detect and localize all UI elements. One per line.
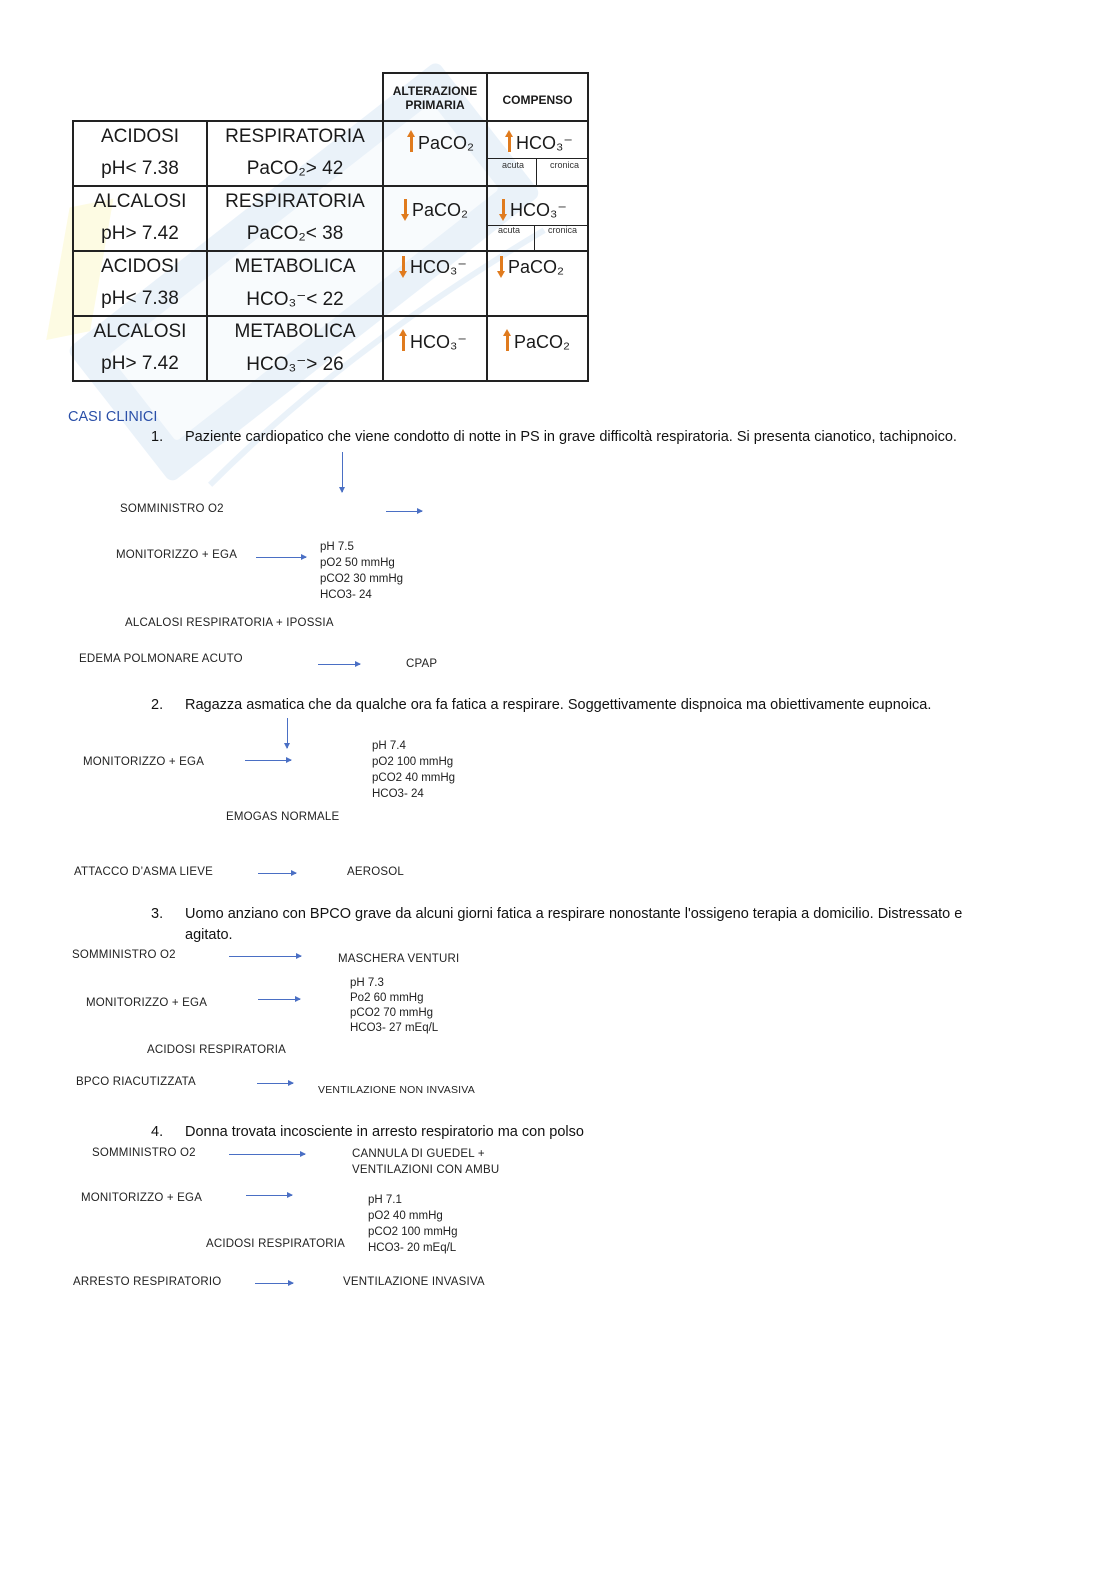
- case4-cause: ARRESTO RESPIRATORIO: [73, 1276, 222, 1288]
- case1-ega-values: pH 7.5 pO2 50 mmHg pCO2 30 mmHg HCO3- 24: [320, 541, 404, 601]
- case2-therapy: AEROSOL: [347, 866, 405, 878]
- row4-compenso: PaCO₂: [486, 315, 589, 382]
- down-arrow-icon: [402, 256, 406, 276]
- case4-step-oxygen-result: CANNULA DI GUEDEL + VENTILAZIONI CON AMBU: [352, 1148, 500, 1176]
- right-arrow-icon: [246, 1195, 292, 1196]
- row3-condition: ACIDOSI pH< 7.38: [72, 250, 208, 317]
- up-arrow-icon: [410, 132, 414, 152]
- case3-description-line1: Uomo anziano con BPCO grave da alcuni giorni fatica a respirare nonostante l'ossigeno terapia a domicilio. Distressato e: [185, 906, 963, 922]
- case1-therapy: CPAP: [406, 658, 438, 670]
- right-arrow-icon: [245, 760, 291, 761]
- case4-step-monitor: MONITORIZZO + EGA: [81, 1192, 203, 1204]
- case2-step-monitor: MONITORIZZO + EGA: [83, 756, 205, 768]
- case3-step-oxygen-result: MASCHERA VENTURI: [338, 953, 460, 965]
- case3-cause: BPCO RIACUTIZZATA: [76, 1076, 196, 1088]
- case1-diagnosis: ALCALOSI RESPIRATORIA + IPOSSIA: [125, 617, 334, 629]
- row2-condition: ALCALOSI pH> 7.42: [72, 185, 208, 252]
- right-arrow-icon: [255, 1283, 293, 1284]
- row4-condition: ALCALOSI pH> 7.42: [72, 315, 208, 382]
- case4-description: Donna trovata incosciente in arresto respiratorio ma con polso: [185, 1124, 584, 1140]
- case1-step-oxygen: SOMMINISTRO O2: [120, 503, 224, 515]
- row1-type: RESPIRATORIA PaCO₂> 42: [206, 120, 384, 187]
- right-arrow-icon: [256, 557, 306, 558]
- section-title: CASI CLINICI: [68, 409, 158, 425]
- down-arrow-icon: [404, 199, 408, 219]
- header-compenso: COMPENSO: [486, 72, 589, 122]
- case4-number: 4.: [151, 1124, 164, 1140]
- row3-primary: HCO₃⁻: [382, 250, 488, 317]
- case2-diagnosis: EMOGAS NORMALE: [226, 811, 340, 823]
- right-arrow-icon: [257, 1083, 293, 1084]
- case1-number: 1.: [151, 429, 164, 445]
- up-arrow-icon: [508, 132, 512, 152]
- case2-cause: ATTACCO D’ASMA LIEVE: [74, 866, 214, 878]
- case2-number: 2.: [151, 697, 164, 713]
- down-arrow-icon: [500, 256, 504, 276]
- row1-compenso: HCO₃⁻ acuta cronica: [486, 120, 589, 187]
- case1-cause: EDEMA POLMONARE ACUTO: [79, 653, 243, 665]
- right-arrow-icon: [258, 873, 296, 874]
- row1-primary: PaCO₂: [382, 120, 488, 187]
- case4-step-oxygen: SOMMINISTRO O2: [92, 1147, 196, 1159]
- down-arrow-icon: [502, 199, 506, 219]
- case3-ega-values: pH 7.3 Po2 60 mmHg pCO2 70 mmHg HCO3- 27 mEq/L: [350, 977, 439, 1034]
- row2-primary: PaCO₂: [382, 185, 488, 252]
- row3-compenso: PaCO₂: [486, 250, 589, 317]
- right-arrow-icon: [229, 956, 301, 957]
- case1-step-monitor: MONITORIZZO + EGA: [116, 549, 238, 561]
- row4-type: METABOLICA HCO₃⁻> 26: [206, 315, 384, 382]
- case2-description: Ragazza asmatica che da qualche ora fa fatica a respirare. Soggettivamente dispnoica ma obiettivamente eupnoica.: [185, 697, 932, 713]
- case1-description: Paziente cardiopatico che viene condotto di notte in PS in grave difficoltà respiratoria. Si presenta cianotico, tachipnoico.: [185, 429, 957, 445]
- right-arrow-icon: [386, 511, 422, 512]
- up-arrow-icon: [506, 331, 510, 351]
- down-arrow-icon: [287, 718, 288, 748]
- case4-diagnosis: ACIDOSI RESPIRATORIA: [206, 1238, 346, 1250]
- right-arrow-icon: [258, 999, 300, 1000]
- case3-step-monitor: MONITORIZZO + EGA: [86, 997, 208, 1009]
- case2-ega-values: pH 7.4 pO2 100 mmHg pCO2 40 mmHg HCO3- 24: [372, 740, 456, 800]
- case4-therapy: VENTILAZIONE INVASIVA: [343, 1276, 485, 1288]
- row4-primary: HCO₃⁻: [382, 315, 488, 382]
- row2-compenso: HCO₃⁻ acuta cronica: [486, 185, 589, 252]
- down-arrow-icon: [342, 452, 343, 492]
- case4-ega-values: pH 7.1 pO2 40 mmHg pCO2 100 mmHg HCO3- 20 mEq/L: [368, 1194, 458, 1254]
- right-arrow-icon: [318, 664, 360, 665]
- row1-condition: ACIDOSI pH< 7.38: [72, 120, 208, 187]
- case3-number: 3.: [151, 906, 164, 922]
- case3-step-oxygen: SOMMINISTRO O2: [72, 949, 176, 961]
- case3-description-line2: agitato.: [185, 927, 233, 943]
- case3-therapy: VENTILAZIONE NON INVASIVA: [318, 1084, 475, 1096]
- row3-type: METABOLICA HCO₃⁻< 22: [206, 250, 384, 317]
- right-arrow-icon: [229, 1154, 305, 1155]
- case3-diagnosis: ACIDOSI RESPIRATORIA: [147, 1044, 287, 1056]
- up-arrow-icon: [402, 331, 406, 351]
- row2-type: RESPIRATORIA PaCO₂< 38: [206, 185, 384, 252]
- header-primary: ALTERAZIONE PRIMARIA: [382, 72, 488, 122]
